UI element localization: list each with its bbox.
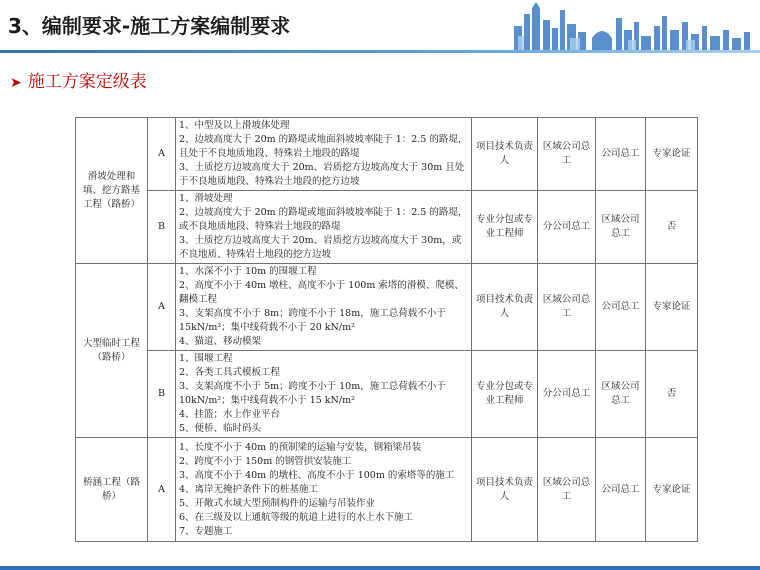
level-cell: A	[148, 438, 176, 542]
condition-line: 1、围堰工程	[179, 353, 233, 364]
section-heading	[10, 67, 147, 92]
condition-line: 1、滑坡处理	[179, 193, 233, 204]
condition-line: 2、各类工具式模板工程	[179, 367, 281, 378]
condition-line: 1、长度不小于 40m 的预制梁的运输与安装，钢箱梁吊装	[179, 441, 422, 453]
condition-line: 4、离岸无掩护条件下的桩基施工	[179, 483, 319, 495]
approve-cell: 公司总工	[596, 438, 646, 542]
review-cell: 分公司总工	[538, 351, 596, 438]
prepare-cell: 项目技术负责人	[472, 438, 538, 542]
table-row	[76, 264, 698, 351]
condition-line: 3、支架高度不小于 8m；跨度不小于 18m，施工总荷载不小于 15kN/m²；集中线荷载不小于 20 kN/m²	[179, 308, 446, 333]
project-cell: 滑坡处理和填、挖方路基工程（路桥）	[76, 118, 148, 264]
level-cell: B	[148, 191, 176, 264]
conditions-cell	[176, 438, 472, 542]
scheme-grading-table	[75, 117, 698, 542]
expert-review-cell: 专家论证	[646, 438, 698, 542]
condition-line: 1、中型及以上滑坡体处理	[179, 120, 290, 131]
condition-line: 2、边坡高度大于 20m 的路堤或地面斜坡坡率陡于 1：2.5 的路堤，且处于不良地质地段、特殊岩土地段的路堤	[179, 134, 468, 159]
conditions-cell	[176, 118, 472, 191]
level-cell: A	[148, 264, 176, 351]
condition-line: 3、土质挖方边坡高度大于 20m、岩质挖方边坡高度大于 30m，或不良地质、特殊岩土地段的挖方边坡	[179, 235, 462, 260]
condition-line: 5、开敞式水域大型预制构件的运输与吊装作业	[179, 497, 376, 509]
conditions-cell	[176, 191, 472, 264]
prepare-cell: 项目技术负责人	[472, 118, 538, 191]
section-title: 施工方案定级表	[27, 72, 147, 92]
table-row	[76, 438, 698, 542]
condition-line: 2、跨度不小于 150m 的钢管拱安装施工	[179, 455, 352, 467]
review-cell: 区域公司总工	[538, 118, 596, 191]
review-cell: 区域公司总工	[538, 264, 596, 351]
slide-title: 3、编制要求-施工方案编制要求	[8, 14, 291, 38]
condition-line: 4、挂篮；水上作业平台	[179, 409, 281, 420]
conditions-cell	[176, 351, 472, 438]
expert-review-cell: 否	[646, 351, 698, 438]
condition-line: 5、便桥、临时码头	[179, 423, 262, 434]
condition-line: 1、水深不小于 10m 的围堰工程	[179, 266, 317, 277]
approve-cell: 区域公司总工	[596, 351, 646, 438]
level-cell: A	[148, 118, 176, 191]
arrow-bullet-icon: ➤	[10, 75, 22, 91]
condition-line: 3、支架高度不小于 5m；跨度不小于 10m，施工总荷载不小于 10kN/m²；集中线荷载不小于 15 kN/m²	[179, 381, 446, 406]
approve-cell: 公司总工	[596, 264, 646, 351]
expert-review-cell: 专家论证	[646, 118, 698, 191]
condition-line: 3、土质挖方边坡高度大于 20m、岩质挖方边坡高度大于 30m 且处于不良地质地段、特殊岩土地段的挖方边坡	[179, 162, 465, 187]
slide-header	[0, 0, 760, 50]
city-skyline-illustration	[510, 0, 760, 50]
review-cell: 区域公司总工	[538, 438, 596, 542]
prepare-cell: 项目技术负责人	[472, 264, 538, 351]
condition-line: 4、猫道、移动模架	[179, 336, 262, 347]
condition-line: 3、高度不小于 40m 的墩柱、高度不小于 100m 的索塔等的施工	[179, 469, 455, 481]
prepare-cell: 专业分包或专业工程师	[472, 191, 538, 264]
footer-divider	[0, 566, 760, 570]
expert-review-cell: 专家论证	[646, 264, 698, 351]
project-cell: 大型临时工程（路桥）	[76, 264, 148, 438]
approve-cell: 区域公司总工	[596, 191, 646, 264]
prepare-cell: 专业分包或专业工程师	[472, 351, 538, 438]
level-cell: B	[148, 351, 176, 438]
condition-line: 6、在三级及以上通航等级的航道上进行的水上水下施工	[179, 511, 414, 523]
project-cell: 桥涵工程（路桥）	[76, 438, 148, 542]
table-row	[76, 118, 698, 191]
approve-cell: 公司总工	[596, 118, 646, 191]
condition-line: 7、专题施工	[179, 525, 233, 537]
table-row	[76, 191, 698, 264]
header-divider	[0, 50, 760, 53]
table-row	[76, 351, 698, 438]
condition-line: 2、边坡高度大于 20m 的路堤或地面斜坡坡率陡于 1：2.5 的路堤，或不良地质地段、特殊岩土地段的路堤	[179, 207, 468, 232]
expert-review-cell: 否	[646, 191, 698, 264]
conditions-cell	[176, 264, 472, 351]
review-cell: 分公司总工	[538, 191, 596, 264]
condition-line: 2、高度不小于 40m 墩柱、高度不小于 100m 索塔的滑模、爬模、翻模工程	[179, 280, 464, 305]
